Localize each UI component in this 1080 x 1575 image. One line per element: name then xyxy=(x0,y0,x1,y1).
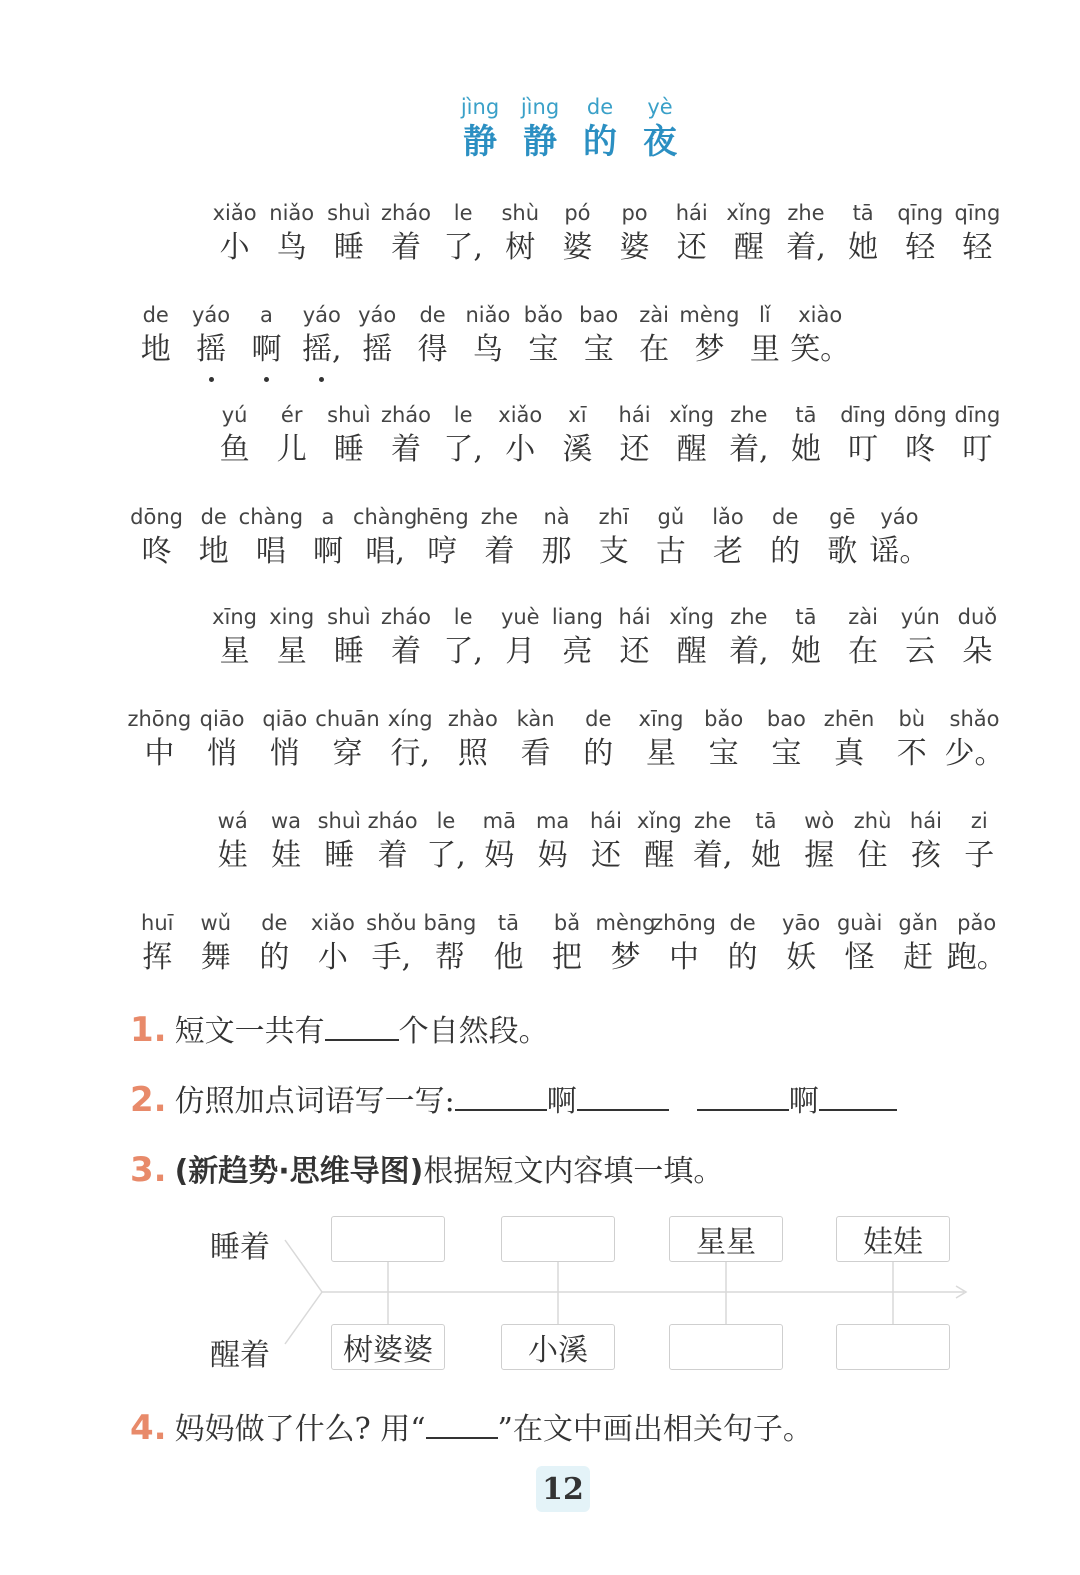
pinyin: huī xyxy=(141,911,174,935)
pinyin: nà xyxy=(543,505,570,529)
hanzi: 行, xyxy=(390,736,430,771)
pinyin: zhe xyxy=(730,403,768,427)
hanzi: 婆 xyxy=(619,230,650,265)
hanzi: 古 xyxy=(655,534,686,569)
hanzi: 少。 xyxy=(944,736,1005,771)
hanzi: 挥 xyxy=(142,940,173,975)
question-number: 1. xyxy=(130,1010,167,1050)
title-char: 静 xyxy=(523,122,557,162)
hanzi: 摇 xyxy=(362,332,393,367)
pinyin: zhōng xyxy=(127,707,192,731)
title-pinyin: de xyxy=(586,95,614,119)
mindmap-box: 小溪 xyxy=(501,1324,615,1370)
pinyin: yáo xyxy=(302,303,341,327)
hanzi: 摇 xyxy=(196,330,226,370)
question-text: 啊 xyxy=(546,1084,577,1119)
pinyin: niǎo xyxy=(465,303,511,327)
hanzi: 睡 xyxy=(333,432,364,467)
hanzi: 哼 xyxy=(427,534,458,569)
pinyin: hái xyxy=(675,201,708,225)
hanzi: 手, xyxy=(371,940,412,975)
pinyin: zhe xyxy=(730,605,768,629)
hanzi: 老 xyxy=(712,534,743,569)
pinyin: zhōng xyxy=(652,911,716,935)
hanzi: 照 xyxy=(457,736,488,771)
hanzi: 着, xyxy=(729,432,769,467)
hanzi: 啊 xyxy=(251,330,281,370)
pinyin: zhī xyxy=(598,505,629,529)
hanzi: 歌 xyxy=(827,534,858,569)
pinyin: gǔ xyxy=(657,505,685,529)
pinyin: chuān xyxy=(315,707,380,731)
hanzi: 舞 xyxy=(200,940,231,975)
pinyin: dīng xyxy=(840,403,887,427)
hanzi: 宝 xyxy=(528,332,559,367)
pinyin: gǎn xyxy=(898,911,938,935)
hanzi: 了, xyxy=(443,230,483,265)
mindmap-label-awake: 醒着 xyxy=(210,1338,270,1373)
hanzi: 宝 xyxy=(771,736,802,771)
hanzi: 中 xyxy=(144,736,175,771)
pinyin: xiǎo xyxy=(498,403,543,427)
hanzi: 着 xyxy=(390,230,421,265)
pinyin: niǎo xyxy=(269,201,315,225)
hanzi: 了, xyxy=(443,432,483,467)
pinyin: de xyxy=(261,911,288,935)
pinyin: xī xyxy=(568,403,587,427)
pinyin: zháo xyxy=(367,809,418,833)
pinyin: le xyxy=(453,403,473,427)
hanzi: 握 xyxy=(804,838,835,873)
hanzi: 孩 xyxy=(910,838,941,873)
pinyin: wǔ xyxy=(200,911,232,935)
question-number: 3. xyxy=(130,1150,167,1190)
hanzi: 月 xyxy=(505,634,536,669)
hanzi: 树 xyxy=(505,230,536,265)
pinyin: qiāo xyxy=(199,707,245,731)
hanzi: 还 xyxy=(676,230,707,265)
pinyin: hái xyxy=(618,605,651,629)
pinyin: shù xyxy=(501,201,540,225)
hanzi: 鸟 xyxy=(472,332,503,367)
hanzi: 着, xyxy=(692,838,733,873)
hanzi: 娃 xyxy=(217,838,248,873)
hanzi: 睡 xyxy=(324,838,355,873)
pinyin: zhe xyxy=(693,809,732,833)
pinyin: xiǎo xyxy=(212,201,257,225)
pinyin: zháo xyxy=(380,201,432,225)
hanzi: 谣。 xyxy=(869,534,930,569)
pinyin: zháo xyxy=(380,605,432,629)
pinyin: lǐ xyxy=(758,303,771,327)
pinyin: shuì xyxy=(317,809,362,833)
pinyin: lǎo xyxy=(712,505,744,529)
hanzi: 亮 xyxy=(562,634,593,669)
hanzi: 叮 xyxy=(962,432,993,467)
hanzi: 轻 xyxy=(962,230,993,265)
pinyin: xing xyxy=(269,605,315,629)
pinyin: hái xyxy=(589,809,622,833)
mindmap-box[interactable] xyxy=(669,1324,783,1370)
pinyin: tā xyxy=(497,911,519,935)
hanzi: 还 xyxy=(619,432,650,467)
mindmap-box[interactable] xyxy=(501,1216,615,1262)
mindmap-label-asleep: 睡着 xyxy=(210,1230,270,1265)
mindmap-box: 星星 xyxy=(669,1216,783,1262)
hanzi: 妈 xyxy=(484,838,515,873)
hanzi: 他 xyxy=(493,940,524,975)
hanzi: 鱼 xyxy=(219,432,250,467)
question-tag: (新趋势·思维导图) xyxy=(174,1154,424,1189)
hanzi: 唱 xyxy=(255,534,286,569)
hanzi: 在 xyxy=(848,634,879,669)
pinyin: tā xyxy=(795,605,817,629)
pinyin: xǐng xyxy=(669,605,715,629)
pinyin: dīng xyxy=(954,403,1001,427)
pinyin: xiǎo xyxy=(310,911,355,935)
hanzi: 的 xyxy=(770,534,801,569)
pinyin: kàn xyxy=(516,707,555,731)
pinyin: zi xyxy=(970,809,988,833)
hanzi: 小 xyxy=(505,432,536,467)
hanzi: 摇, xyxy=(302,330,342,370)
hanzi: 醒 xyxy=(676,634,707,669)
hanzi: 里 xyxy=(749,332,780,367)
pinyin: gē xyxy=(829,505,856,529)
pinyin: xīng xyxy=(212,605,258,629)
pinyin: liang xyxy=(551,605,603,629)
hanzi: 住 xyxy=(857,838,888,873)
hanzi: 还 xyxy=(619,634,650,669)
hanzi: 真 xyxy=(834,736,865,771)
hanzi: 帮 xyxy=(434,940,465,975)
hanzi: 地 xyxy=(140,332,171,367)
pinyin: mèng xyxy=(595,911,656,935)
question-text: 短文一共有 xyxy=(174,1014,325,1049)
pinyin: zhù xyxy=(853,809,892,833)
pinyin: yāo xyxy=(782,911,821,935)
hanzi: 儿 xyxy=(276,432,307,467)
pinyin: zài xyxy=(848,605,878,629)
pinyin: a xyxy=(321,505,335,529)
pinyin: pó xyxy=(564,201,591,225)
hanzi: 小 xyxy=(317,940,348,975)
pinyin: dōng xyxy=(893,403,947,427)
hanzi: 她 xyxy=(790,432,821,467)
hanzi: 得 xyxy=(417,332,448,367)
pinyin: shuì xyxy=(327,201,371,225)
pinyin: mèng xyxy=(679,303,740,327)
hanzi: 娃 xyxy=(270,838,301,873)
pinyin: hái xyxy=(618,403,651,427)
pinyin: bāng xyxy=(423,911,477,935)
pinyin: wa xyxy=(270,809,302,833)
hanzi: 支 xyxy=(598,534,629,569)
pinyin: wò xyxy=(804,809,835,833)
pinyin: bǎ xyxy=(553,911,581,935)
question-text: 妈妈做了什么? 用“ xyxy=(174,1412,426,1447)
hanzi: 小 xyxy=(219,230,250,265)
hanzi: 她 xyxy=(848,230,879,265)
hanzi: 唱, xyxy=(365,534,405,569)
hanzi: 把 xyxy=(551,940,582,975)
pinyin: ma xyxy=(535,809,570,833)
hanzi: 睡 xyxy=(333,230,364,265)
pinyin: shǒu xyxy=(366,911,417,935)
pinyin: qīng xyxy=(897,201,944,225)
question-text: 仿照加点词语写一写: xyxy=(174,1084,455,1119)
hanzi: 咚 xyxy=(905,432,936,467)
mindmap-box[interactable] xyxy=(836,1324,950,1370)
pinyin: tā xyxy=(755,809,777,833)
pinyin: zhe xyxy=(787,201,825,225)
pinyin: wá xyxy=(217,809,248,833)
pinyin: yuè xyxy=(500,605,540,629)
mindmap-box: 娃娃 xyxy=(836,1216,950,1262)
pinyin: shǎo xyxy=(949,707,1000,731)
pinyin: yáo xyxy=(358,303,397,327)
hanzi: 妈 xyxy=(537,838,568,873)
pinyin: xǐng xyxy=(726,201,772,225)
hanzi: 溪 xyxy=(562,432,593,467)
pinyin: bǎo xyxy=(704,707,744,731)
hanzi: 在 xyxy=(639,332,670,367)
hanzi: 宝 xyxy=(583,332,614,367)
hanzi: 妖 xyxy=(786,940,817,975)
hanzi: 朵 xyxy=(962,634,993,669)
pinyin: ér xyxy=(280,403,303,427)
hanzi: 不 xyxy=(896,736,927,771)
pinyin: xǐng xyxy=(669,403,715,427)
hanzi: 宝 xyxy=(708,736,739,771)
title-pinyin: jìng xyxy=(520,95,560,119)
pinyin: shuì xyxy=(327,605,371,629)
hanzi: 赶 xyxy=(903,940,934,975)
pinyin: de xyxy=(200,505,227,529)
hanzi: 了, xyxy=(443,634,483,669)
title-char: 静 xyxy=(463,122,497,162)
pinyin: guài xyxy=(836,911,883,935)
pinyin: yáo xyxy=(191,303,231,327)
pinyin: shuì xyxy=(327,403,371,427)
pinyin: yáo xyxy=(880,505,919,529)
hanzi: 她 xyxy=(790,634,821,669)
pinyin: chàng xyxy=(238,505,304,529)
hanzi: 怪 xyxy=(844,940,875,975)
pinyin: zhe xyxy=(480,505,519,529)
pinyin: de xyxy=(729,911,756,935)
hanzi: 着 xyxy=(390,432,421,467)
pinyin: bao xyxy=(766,707,806,731)
hanzi: 悄 xyxy=(207,736,238,771)
pinyin: de xyxy=(142,303,169,327)
question-number: 2. xyxy=(130,1080,167,1120)
hanzi: 醒 xyxy=(676,432,707,467)
question-4 xyxy=(130,1404,813,1448)
hanzi: 着, xyxy=(729,634,769,669)
hanzi: 轻 xyxy=(905,230,936,265)
pinyin: yú xyxy=(221,403,248,427)
hanzi: 她 xyxy=(750,838,781,873)
title-pinyin: jìng xyxy=(460,95,500,119)
hanzi: 还 xyxy=(590,838,621,873)
pinyin: zhēn xyxy=(823,707,875,731)
page-number: 12 xyxy=(536,1466,590,1512)
hanzi: 的 xyxy=(583,736,614,771)
question-text: ”在文中画出相关句子。 xyxy=(497,1412,813,1447)
hanzi: 梦 xyxy=(610,940,641,975)
hanzi: 着 xyxy=(484,534,515,569)
hanzi: 睡 xyxy=(333,634,364,669)
hanzi: 星 xyxy=(645,736,676,771)
hanzi: 笑。 xyxy=(790,332,851,367)
pinyin: hái xyxy=(909,809,942,833)
pinyin: tā xyxy=(795,403,817,427)
hanzi: 子 xyxy=(964,838,995,873)
hanzi: 着 xyxy=(377,838,408,873)
pinyin: mā xyxy=(482,809,516,833)
question-text: 根据短文内容填一填。 xyxy=(423,1154,724,1189)
hanzi: 星 xyxy=(219,634,250,669)
hanzi: 跑。 xyxy=(946,940,1007,975)
hanzi: 星 xyxy=(276,634,307,669)
hanzi: 那 xyxy=(541,534,572,569)
hanzi: 的 xyxy=(727,940,758,975)
hanzi: 鸟 xyxy=(276,230,307,265)
pinyin: qiāo xyxy=(262,707,308,731)
hanzi: 了, xyxy=(426,838,466,873)
hanzi: 着 xyxy=(390,634,421,669)
hanzi: 婆 xyxy=(562,230,593,265)
mindmap-box[interactable] xyxy=(331,1216,445,1262)
pinyin: a xyxy=(260,303,273,327)
title-char: 夜 xyxy=(643,122,677,162)
question-number: 4. xyxy=(130,1408,167,1448)
hanzi: 叮 xyxy=(848,432,879,467)
pinyin: xíng xyxy=(387,707,433,731)
pinyin: pǎo xyxy=(957,911,997,935)
pinyin: zháo xyxy=(380,403,432,427)
title-pinyin: yè xyxy=(647,95,673,119)
pinyin: le xyxy=(436,809,456,833)
pinyin: bao xyxy=(579,303,619,327)
mindmap-box: 树婆婆 xyxy=(331,1324,445,1370)
question-text: 个自然段。 xyxy=(398,1014,549,1049)
pinyin: xīng xyxy=(638,707,684,731)
question-text: 啊 xyxy=(788,1084,819,1119)
pinyin: zài xyxy=(639,303,669,327)
pinyin: de xyxy=(585,707,612,731)
pinyin: bǎo xyxy=(523,303,563,327)
pinyin: le xyxy=(453,605,473,629)
pinyin: xiào xyxy=(798,303,843,327)
pinyin: bù xyxy=(898,707,926,731)
pinyin: chàng xyxy=(352,505,418,529)
answer-blank[interactable] xyxy=(426,1409,498,1439)
title-char: 的 xyxy=(583,122,617,162)
hanzi: 咚 xyxy=(141,534,172,569)
hanzi: 地 xyxy=(198,534,229,569)
pinyin: de xyxy=(771,505,799,529)
hanzi: 穿 xyxy=(332,736,363,771)
pinyin: le xyxy=(453,201,473,225)
hanzi: 梦 xyxy=(694,332,725,367)
hanzi: 醒 xyxy=(733,230,764,265)
pinyin: yún xyxy=(900,605,940,629)
hanzi: 云 xyxy=(905,634,936,669)
pinyin: dōng xyxy=(130,505,183,529)
hanzi: 中 xyxy=(669,940,700,975)
hanzi: 啊 xyxy=(312,534,343,569)
pinyin: qīng xyxy=(954,201,1001,225)
pinyin: xǐng xyxy=(636,809,682,833)
pinyin: tā xyxy=(852,201,874,225)
pinyin: po xyxy=(621,201,648,225)
hanzi: 悄 xyxy=(269,736,300,771)
pinyin: de xyxy=(419,303,446,327)
hanzi: 的 xyxy=(259,940,290,975)
pinyin: zhào xyxy=(447,707,498,731)
pinyin: duǒ xyxy=(957,605,998,629)
hanzi: 着, xyxy=(786,230,826,265)
hanzi: 醒 xyxy=(644,838,675,873)
hanzi: 看 xyxy=(520,736,551,771)
pinyin: hēng xyxy=(415,505,469,529)
